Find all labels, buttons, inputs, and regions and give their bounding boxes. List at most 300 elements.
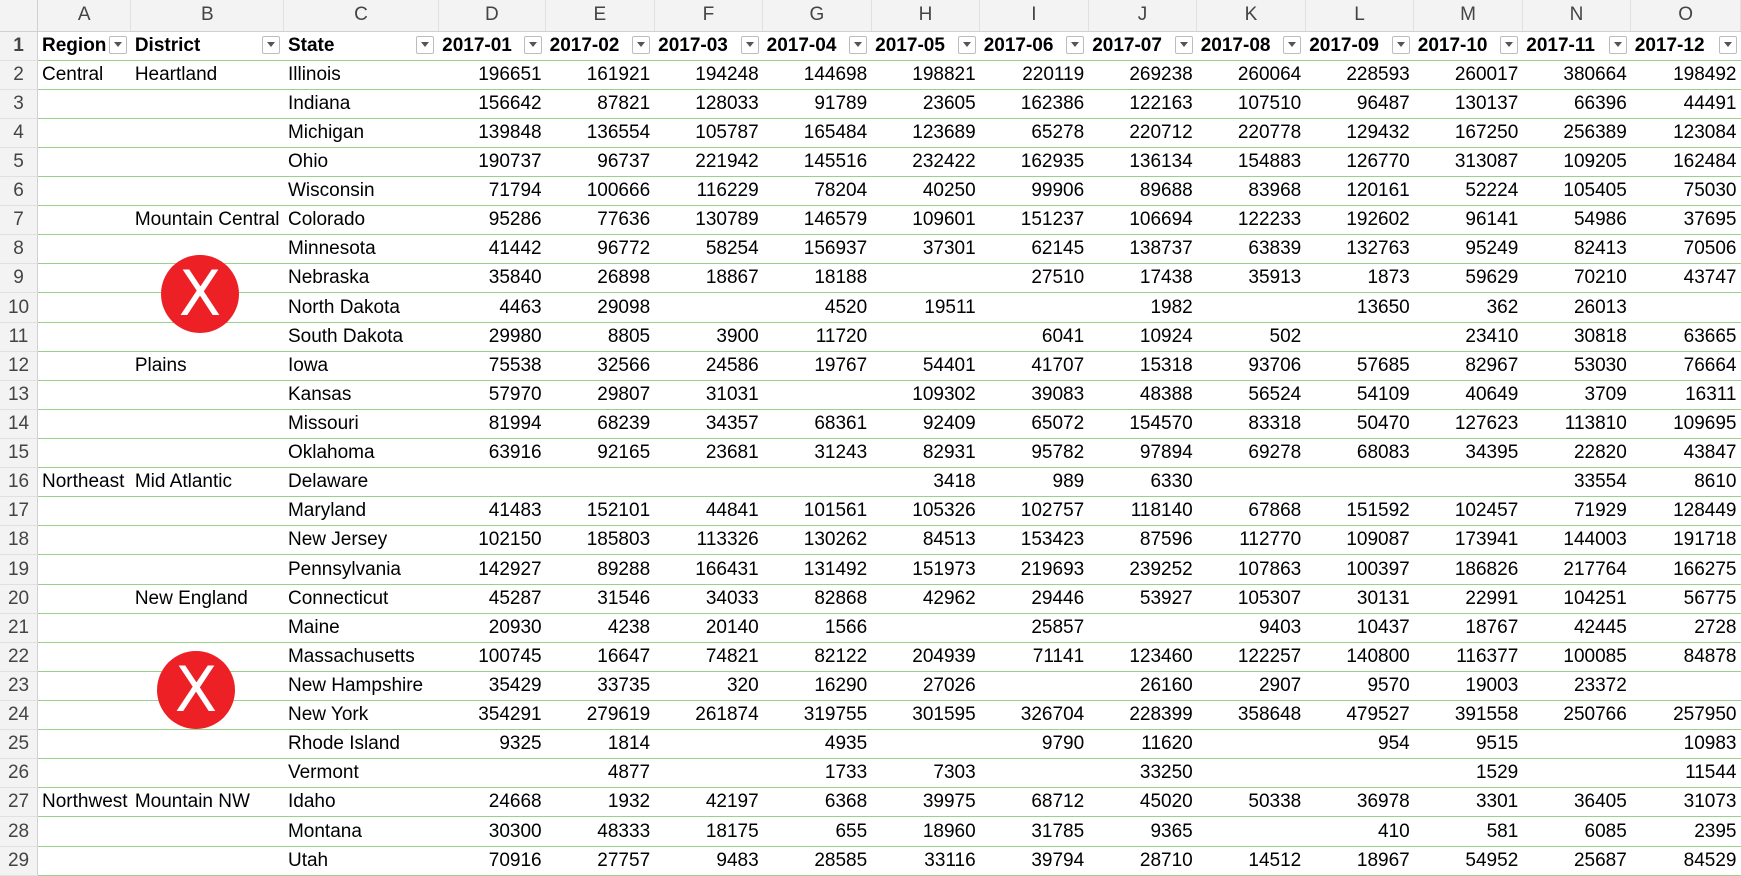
cell[interactable]: 130789	[654, 206, 763, 235]
cell[interactable]: 196651	[438, 60, 546, 89]
cell[interactable]	[131, 846, 284, 875]
cell[interactable]: 153423	[980, 526, 1089, 555]
cell[interactable]: 70916	[438, 846, 546, 875]
cell[interactable]: 87821	[546, 89, 655, 118]
cell[interactable]: 113326	[654, 526, 763, 555]
cell[interactable]: 139848	[438, 118, 546, 147]
cell[interactable]: 156642	[438, 89, 546, 118]
cell[interactable]	[131, 759, 284, 788]
cell[interactable]	[38, 497, 131, 526]
cell[interactable]	[38, 730, 131, 759]
cell[interactable]	[131, 439, 284, 468]
header-cell-state[interactable]	[284, 31, 438, 60]
cell[interactable]: 15318	[1088, 351, 1197, 380]
cell[interactable]: 10983	[1631, 730, 1741, 759]
cell[interactable]: 105307	[1197, 584, 1306, 613]
header-cell-district[interactable]	[131, 31, 284, 60]
cell[interactable]: 410	[1305, 817, 1414, 846]
cell[interactable]: 43847	[1631, 439, 1741, 468]
cell[interactable]: 95249	[1414, 235, 1523, 264]
cell[interactable]: 42962	[871, 584, 980, 613]
cell[interactable]: 145516	[763, 147, 872, 176]
cell[interactable]: 56775	[1631, 584, 1741, 613]
cell[interactable]: 18767	[1414, 613, 1523, 642]
cell[interactable]: 217764	[1522, 555, 1631, 584]
cell[interactable]: 40649	[1414, 380, 1523, 409]
cell[interactable]: 67868	[1197, 497, 1306, 526]
cell[interactable]: 31546	[546, 584, 655, 613]
cell[interactable]	[1522, 759, 1631, 788]
cell[interactable]	[38, 293, 131, 322]
cell[interactable]: 100666	[546, 177, 655, 206]
header-cell-2017-05[interactable]	[871, 31, 980, 60]
cell[interactable]: 54952	[1414, 846, 1523, 875]
cell[interactable]: 100085	[1522, 642, 1631, 671]
cell[interactable]: Vermont	[284, 759, 438, 788]
column-header-l[interactable]: L	[1305, 0, 1414, 31]
filter-dropdown-icon[interactable]	[632, 36, 650, 54]
cell[interactable]	[38, 817, 131, 846]
cell[interactable]: 19767	[763, 351, 872, 380]
header-cell-2017-10[interactable]	[1414, 31, 1523, 60]
cell[interactable]: 14512	[1197, 846, 1306, 875]
cell[interactable]: 198821	[871, 60, 980, 89]
cell[interactable]: Colorado	[284, 206, 438, 235]
cell[interactable]: Maine	[284, 613, 438, 642]
cell[interactable]: 57970	[438, 380, 546, 409]
cell[interactable]: 107510	[1197, 89, 1306, 118]
cell[interactable]: 142927	[438, 555, 546, 584]
cell[interactable]: 113810	[1522, 409, 1631, 438]
row-number[interactable]: 1	[0, 31, 38, 60]
cell[interactable]: 190737	[438, 147, 546, 176]
cell[interactable]: 260017	[1414, 60, 1523, 89]
cell[interactable]: 232422	[871, 147, 980, 176]
cell[interactable]: 479527	[1305, 701, 1414, 730]
header-cell-2017-07[interactable]	[1088, 31, 1197, 60]
cell[interactable]: 33250	[1088, 759, 1197, 788]
filter-dropdown-icon[interactable]	[262, 36, 280, 54]
cell[interactable]: 1982	[1088, 293, 1197, 322]
cell[interactable]: 162935	[980, 147, 1089, 176]
cell[interactable]: 3709	[1522, 380, 1631, 409]
header-cell-2017-09[interactable]	[1305, 31, 1414, 60]
cell[interactable]: 118140	[1088, 497, 1197, 526]
cell[interactable]: 17438	[1088, 264, 1197, 293]
cell[interactable]: 106694	[1088, 206, 1197, 235]
cell[interactable]	[1414, 468, 1523, 497]
cell[interactable]	[38, 671, 131, 700]
cell[interactable]: 68239	[546, 409, 655, 438]
cell[interactable]: 41483	[438, 497, 546, 526]
column-header-b[interactable]: B	[131, 0, 284, 31]
cell[interactable]: 95782	[980, 439, 1089, 468]
cell[interactable]: 354291	[438, 701, 546, 730]
cell[interactable]	[38, 118, 131, 147]
cell[interactable]: 78204	[763, 177, 872, 206]
cell[interactable]: 82931	[871, 439, 980, 468]
cell[interactable]: 42445	[1522, 613, 1631, 642]
cell[interactable]: 45287	[438, 584, 546, 613]
cell[interactable]: Ohio	[284, 147, 438, 176]
close-marker-icon[interactable]	[157, 651, 235, 729]
filter-dropdown-icon[interactable]	[1283, 36, 1301, 54]
row-number[interactable]: 8	[0, 235, 38, 264]
cell[interactable]: Oklahoma	[284, 439, 438, 468]
cell[interactable]: 4520	[763, 293, 872, 322]
cell[interactable]	[1197, 293, 1306, 322]
cell[interactable]: 27510	[980, 264, 1089, 293]
cell[interactable]: 130137	[1414, 89, 1523, 118]
cell[interactable]: 101561	[763, 497, 872, 526]
cell[interactable]: 166275	[1631, 555, 1741, 584]
cell[interactable]: 45020	[1088, 788, 1197, 817]
cell[interactable]: 41707	[980, 351, 1089, 380]
cell[interactable]: Massachusetts	[284, 642, 438, 671]
cell[interactable]: 156937	[763, 235, 872, 264]
cell[interactable]: 105787	[654, 118, 763, 147]
cell[interactable]: 63839	[1197, 235, 1306, 264]
cell[interactable]: 220778	[1197, 118, 1306, 147]
cell[interactable]: 9570	[1305, 671, 1414, 700]
cell[interactable]: 68361	[763, 409, 872, 438]
cell[interactable]: 82967	[1414, 351, 1523, 380]
cell[interactable]: 96737	[546, 147, 655, 176]
cell[interactable]: 54986	[1522, 206, 1631, 235]
cell[interactable]	[131, 817, 284, 846]
cell[interactable]: 96487	[1305, 89, 1414, 118]
cell[interactable]: 9325	[438, 730, 546, 759]
select-all-corner[interactable]	[0, 0, 38, 31]
cell[interactable]	[131, 497, 284, 526]
header-cell-region[interactable]	[38, 31, 131, 60]
cell[interactable]: 56524	[1197, 380, 1306, 409]
cell[interactable]: 16290	[763, 671, 872, 700]
cell[interactable]: 32566	[546, 351, 655, 380]
cell[interactable]: 4877	[546, 759, 655, 788]
cell[interactable]: 221942	[654, 147, 763, 176]
cell[interactable]: 320	[654, 671, 763, 700]
cell[interactable]: 69278	[1197, 439, 1306, 468]
cell[interactable]: 10924	[1088, 322, 1197, 351]
cell[interactable]: 6330	[1088, 468, 1197, 497]
cell[interactable]: Plains	[131, 351, 284, 380]
cell[interactable]: 50470	[1305, 409, 1414, 438]
cell[interactable]: 84878	[1631, 642, 1741, 671]
column-header-f[interactable]: F	[654, 0, 763, 31]
filter-dropdown-icon[interactable]	[1175, 36, 1193, 54]
column-header-d[interactable]: D	[438, 0, 546, 31]
cell[interactable]: 1873	[1305, 264, 1414, 293]
cell[interactable]: 105326	[871, 497, 980, 526]
cell[interactable]: 48333	[546, 817, 655, 846]
cell[interactable]: 9790	[980, 730, 1089, 759]
cell[interactable]: 989	[980, 468, 1089, 497]
cell[interactable]: 50338	[1197, 788, 1306, 817]
cell[interactable]	[980, 759, 1089, 788]
cell[interactable]: 185803	[546, 526, 655, 555]
cell[interactable]: 52224	[1414, 177, 1523, 206]
cell[interactable]: 81994	[438, 409, 546, 438]
cell[interactable]: Rhode Island	[284, 730, 438, 759]
cell[interactable]: 186826	[1414, 555, 1523, 584]
cell[interactable]: 31243	[763, 439, 872, 468]
cell[interactable]: Mountain Central	[131, 206, 284, 235]
cell[interactable]: North Dakota	[284, 293, 438, 322]
cell[interactable]: 36978	[1305, 788, 1414, 817]
header-cell-2017-08[interactable]	[1197, 31, 1306, 60]
cell[interactable]: 11544	[1631, 759, 1741, 788]
cell[interactable]: Mountain NW	[131, 788, 284, 817]
cell[interactable]: 6085	[1522, 817, 1631, 846]
cell[interactable]	[1522, 730, 1631, 759]
cell[interactable]: 29807	[546, 380, 655, 409]
row-number[interactable]: 22	[0, 642, 38, 671]
cell[interactable]: 1529	[1414, 759, 1523, 788]
row-number[interactable]: 12	[0, 351, 38, 380]
cell[interactable]: 152101	[546, 497, 655, 526]
cell[interactable]: 18188	[763, 264, 872, 293]
cell[interactable]: 31785	[980, 817, 1089, 846]
cell[interactable]: 151973	[871, 555, 980, 584]
cell[interactable]: 33116	[871, 846, 980, 875]
cell[interactable]: 256389	[1522, 118, 1631, 147]
cell[interactable]: 68712	[980, 788, 1089, 817]
cell[interactable]: 63665	[1631, 322, 1741, 351]
cell[interactable]: New York	[284, 701, 438, 730]
cell[interactable]: 54401	[871, 351, 980, 380]
cell[interactable]: 19511	[871, 293, 980, 322]
row-number[interactable]: 28	[0, 817, 38, 846]
cell[interactable]: 8610	[1631, 468, 1741, 497]
cell[interactable]: 76664	[1631, 351, 1741, 380]
cell[interactable]: 83318	[1197, 409, 1306, 438]
cell[interactable]: 97894	[1088, 439, 1197, 468]
cell[interactable]: 8805	[546, 322, 655, 351]
cell[interactable]	[654, 759, 763, 788]
cell[interactable]: Northwest	[38, 788, 131, 817]
cell[interactable]: 269238	[1088, 60, 1197, 89]
cell[interactable]: 30818	[1522, 322, 1631, 351]
cell[interactable]: Northeast	[38, 468, 131, 497]
cell[interactable]: 1733	[763, 759, 872, 788]
cell[interactable]: 6368	[763, 788, 872, 817]
cell[interactable]: 18967	[1305, 846, 1414, 875]
cell[interactable]: Utah	[284, 846, 438, 875]
cell[interactable]	[38, 555, 131, 584]
row-number[interactable]: 2	[0, 60, 38, 89]
cell[interactable]: 104251	[1522, 584, 1631, 613]
cell[interactable]	[438, 468, 546, 497]
cell[interactable]: 66396	[1522, 89, 1631, 118]
filter-dropdown-icon[interactable]	[849, 36, 867, 54]
cell[interactable]: 220119	[980, 60, 1089, 89]
cell[interactable]: 18960	[871, 817, 980, 846]
cell[interactable]: 30300	[438, 817, 546, 846]
row-number[interactable]: 13	[0, 380, 38, 409]
cell[interactable]: 380664	[1522, 60, 1631, 89]
cell[interactable]: 71794	[438, 177, 546, 206]
cell[interactable]: 132763	[1305, 235, 1414, 264]
cell[interactable]: 74821	[654, 642, 763, 671]
cell[interactable]: 112770	[1197, 526, 1306, 555]
cell[interactable]: 313087	[1414, 147, 1523, 176]
column-header-c[interactable]: C	[284, 0, 438, 31]
cell[interactable]: 62145	[980, 235, 1089, 264]
cell[interactable]: Minnesota	[284, 235, 438, 264]
cell[interactable]: 57685	[1305, 351, 1414, 380]
cell[interactable]: 9403	[1197, 613, 1306, 642]
cell[interactable]: 220712	[1088, 118, 1197, 147]
cell[interactable]: 77636	[546, 206, 655, 235]
cell[interactable]: 99906	[980, 177, 1089, 206]
filter-dropdown-icon[interactable]	[416, 36, 434, 54]
cell[interactable]: 105405	[1522, 177, 1631, 206]
row-number[interactable]: 4	[0, 118, 38, 147]
cell[interactable]: 31031	[654, 380, 763, 409]
cell[interactable]: 39975	[871, 788, 980, 817]
cell[interactable]	[38, 264, 131, 293]
cell[interactable]: 9365	[1088, 817, 1197, 846]
cell[interactable]: 127623	[1414, 409, 1523, 438]
cell[interactable]	[131, 177, 284, 206]
cell[interactable]: 109695	[1631, 409, 1741, 438]
cell[interactable]: 3900	[654, 322, 763, 351]
cell[interactable]	[438, 759, 546, 788]
cell[interactable]	[980, 293, 1089, 322]
cell[interactable]: 109205	[1522, 147, 1631, 176]
cell[interactable]: 75030	[1631, 177, 1741, 206]
cell[interactable]: 130262	[763, 526, 872, 555]
cell[interactable]	[38, 351, 131, 380]
cell[interactable]: 107863	[1197, 555, 1306, 584]
cell[interactable]	[131, 730, 284, 759]
row-number[interactable]: 7	[0, 206, 38, 235]
column-header-h[interactable]: H	[871, 0, 980, 31]
cell[interactable]: 1566	[763, 613, 872, 642]
cell[interactable]: 25687	[1522, 846, 1631, 875]
cell[interactable]: 16647	[546, 642, 655, 671]
cell[interactable]	[1088, 613, 1197, 642]
cell[interactable]: 43747	[1631, 264, 1741, 293]
filter-dropdown-icon[interactable]	[1719, 36, 1737, 54]
cell[interactable]: 128449	[1631, 497, 1741, 526]
cell[interactable]: 162386	[980, 89, 1089, 118]
cell[interactable]	[38, 380, 131, 409]
cell[interactable]	[871, 730, 980, 759]
cell[interactable]: 19003	[1414, 671, 1523, 700]
cell[interactable]	[38, 439, 131, 468]
cell[interactable]: 102457	[1414, 497, 1523, 526]
cell[interactable]: Indiana	[284, 89, 438, 118]
cell[interactable]: 89688	[1088, 177, 1197, 206]
cell[interactable]: 4238	[546, 613, 655, 642]
cell[interactable]: 44841	[654, 497, 763, 526]
cell[interactable]	[131, 147, 284, 176]
cell[interactable]: 140800	[1305, 642, 1414, 671]
cell[interactable]: 257950	[1631, 701, 1741, 730]
cell[interactable]: 123084	[1631, 118, 1741, 147]
cell[interactable]: 54109	[1305, 380, 1414, 409]
cell[interactable]: 70506	[1631, 235, 1741, 264]
cell[interactable]: 219693	[980, 555, 1089, 584]
filter-dropdown-icon[interactable]	[1500, 36, 1518, 54]
cell[interactable]: 27757	[546, 846, 655, 875]
cell[interactable]: 1932	[546, 788, 655, 817]
cell[interactable]: 58254	[654, 235, 763, 264]
filter-dropdown-icon[interactable]	[109, 36, 127, 54]
cell[interactable]: 167250	[1414, 118, 1523, 147]
cell[interactable]: 92409	[871, 409, 980, 438]
cell[interactable]: 70210	[1522, 264, 1631, 293]
cell[interactable]	[871, 613, 980, 642]
row-number[interactable]: 11	[0, 322, 38, 351]
cell[interactable]: 109087	[1305, 526, 1414, 555]
cell[interactable]: New England	[131, 584, 284, 613]
cell[interactable]: 109601	[871, 206, 980, 235]
cell[interactable]: 391558	[1414, 701, 1523, 730]
cell[interactable]: 89288	[546, 555, 655, 584]
cell[interactable]: Connecticut	[284, 584, 438, 613]
cell[interactable]: 136554	[546, 118, 655, 147]
row-number[interactable]: 15	[0, 439, 38, 468]
cell[interactable]: 75538	[438, 351, 546, 380]
cell[interactable]: 151237	[980, 206, 1089, 235]
cell[interactable]: Maryland	[284, 497, 438, 526]
cell[interactable]	[980, 671, 1089, 700]
cell[interactable]: 82413	[1522, 235, 1631, 264]
cell[interactable]: 301595	[871, 701, 980, 730]
cell[interactable]	[1197, 468, 1306, 497]
column-header-k[interactable]: K	[1197, 0, 1306, 31]
row-number[interactable]: 9	[0, 264, 38, 293]
cell[interactable]: 34033	[654, 584, 763, 613]
cell[interactable]: Delaware	[284, 468, 438, 497]
cell[interactable]: 279619	[546, 701, 655, 730]
cell[interactable]: 11720	[763, 322, 872, 351]
row-number[interactable]: 3	[0, 89, 38, 118]
cell[interactable]: 28710	[1088, 846, 1197, 875]
cell[interactable]	[38, 206, 131, 235]
cell[interactable]: 362	[1414, 293, 1523, 322]
cell[interactable]: 84513	[871, 526, 980, 555]
cell[interactable]: 10437	[1305, 613, 1414, 642]
cell[interactable]: 44491	[1631, 89, 1741, 118]
cell[interactable]: 191718	[1631, 526, 1741, 555]
cell[interactable]: 204939	[871, 642, 980, 671]
cell[interactable]: 95286	[438, 206, 546, 235]
cell[interactable]: Nebraska	[284, 264, 438, 293]
cell[interactable]: 326704	[980, 701, 1089, 730]
cell[interactable]: 35913	[1197, 264, 1306, 293]
cell[interactable]: 42197	[654, 788, 763, 817]
row-number[interactable]: 18	[0, 526, 38, 555]
column-header-n[interactable]: N	[1522, 0, 1631, 31]
cell[interactable]: 37695	[1631, 206, 1741, 235]
cell[interactable]: 41442	[438, 235, 546, 264]
column-header-e[interactable]: E	[546, 0, 655, 31]
cell[interactable]: 102150	[438, 526, 546, 555]
cell[interactable]: 151592	[1305, 497, 1414, 526]
cell[interactable]: 9515	[1414, 730, 1523, 759]
cell[interactable]: 358648	[1197, 701, 1306, 730]
column-header-j[interactable]: J	[1088, 0, 1197, 31]
cell[interactable]: Montana	[284, 817, 438, 846]
cell[interactable]: 33735	[546, 671, 655, 700]
cell[interactable]	[38, 613, 131, 642]
cell[interactable]: Idaho	[284, 788, 438, 817]
column-header-o[interactable]: O	[1631, 0, 1741, 31]
